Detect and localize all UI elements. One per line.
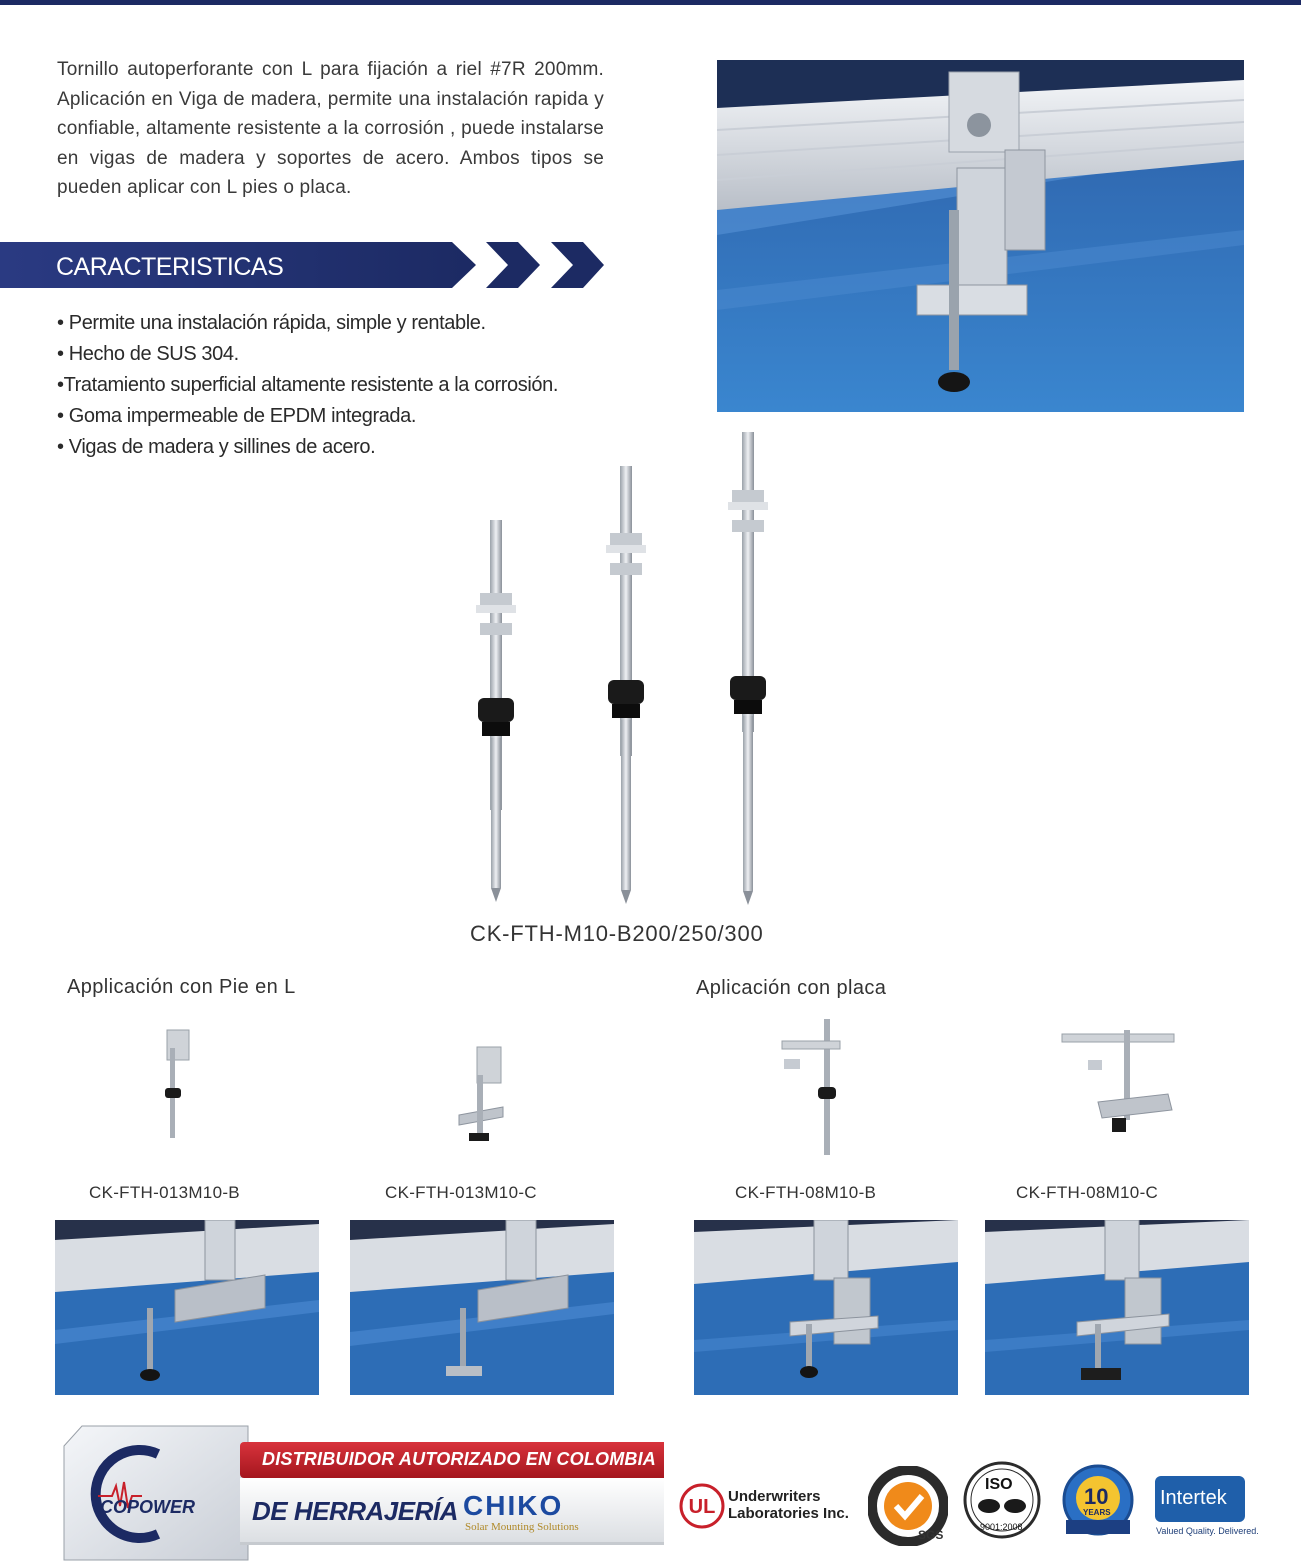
application-photo xyxy=(55,1220,319,1395)
ul-text-line1: Underwriters xyxy=(728,1488,821,1505)
application-photo xyxy=(694,1220,958,1395)
ul-text-line2: Laboratories Inc. xyxy=(728,1505,849,1522)
model-label: CK-FTH-013M10-B xyxy=(89,1183,240,1202)
product-thumbnail xyxy=(778,1017,844,1157)
hardware-text: DE HERRAJERÍA xyxy=(252,1496,458,1526)
l-foot-application-title: Applicación con Pie en L xyxy=(67,976,296,998)
section-title: CARACTERISTICAS xyxy=(56,253,284,281)
model-label: CK-FTH-08M10-B xyxy=(735,1183,877,1202)
intertek-text: Intertek xyxy=(1160,1487,1227,1509)
ul-logo xyxy=(678,1482,726,1530)
chevron-right-icon xyxy=(551,242,604,288)
main-product-label: CK-FTH-M10-B200/250/300 xyxy=(470,921,764,946)
iso-label: ISO xyxy=(985,1476,1013,1493)
distributor-text: DISTRIBUIDOR AUTORIZADO EN COLOMBIA xyxy=(262,1449,656,1469)
ten-years-label: YEARS xyxy=(1083,1508,1111,1517)
screws-product-image xyxy=(440,428,800,908)
product-thumbnail xyxy=(455,1045,507,1145)
intertek-tagline: Valued Quality. Delivered. xyxy=(1156,1526,1259,1536)
feature-item: •Tratamiento superficial altamente resistente a la corrosión. xyxy=(57,374,558,396)
chiko-brand: CHIKO xyxy=(463,1490,564,1521)
chiko-tagline: Solar Mounting Solutions xyxy=(465,1521,579,1533)
chevron-right-icon xyxy=(486,242,540,288)
product-description: Tornillo autoperforante con L para fijación a riel #7R 200mm. Aplicación en Viga de madera, permite una instalación rapida y confiable, altamente resistente a la corrosión , puede instalarse en vigas de madera y soportes de acero. Ambos tipos se pueden aplicar con L pies o placa. xyxy=(57,59,604,198)
model-label: CK-FTH-08M10-C xyxy=(1016,1183,1159,1202)
footer xyxy=(0,1420,1301,1568)
feature-item: • Permite una instalación rápida, simple y rentable. xyxy=(57,312,486,334)
application-photo xyxy=(985,1220,1249,1395)
model-label: CK-FTH-013M10-C xyxy=(385,1183,537,1202)
feature-item: • Hecho de SUS 304. xyxy=(57,343,239,365)
top-rule xyxy=(0,0,1301,5)
product-thumbnail xyxy=(1058,1030,1178,1135)
product-thumbnail xyxy=(155,1028,195,1140)
sgs-label: SGS xyxy=(918,1528,944,1542)
plate-application-title: Aplicación con placa xyxy=(696,977,887,999)
application-photo xyxy=(350,1220,614,1395)
copower-brand: COPOWER xyxy=(100,1497,196,1517)
installation-photo xyxy=(717,60,1244,412)
iso-number: 9001:2008 xyxy=(980,1522,1023,1532)
feature-item: • Goma impermeable de EPDM integrada. xyxy=(57,405,417,427)
feature-item: • Vigas de madera y sillines de acero. xyxy=(57,436,376,458)
svg-text:UL: UL xyxy=(688,1496,716,1518)
ten-years-number: 10 xyxy=(1084,1484,1109,1509)
copower-logo xyxy=(62,1424,252,1564)
